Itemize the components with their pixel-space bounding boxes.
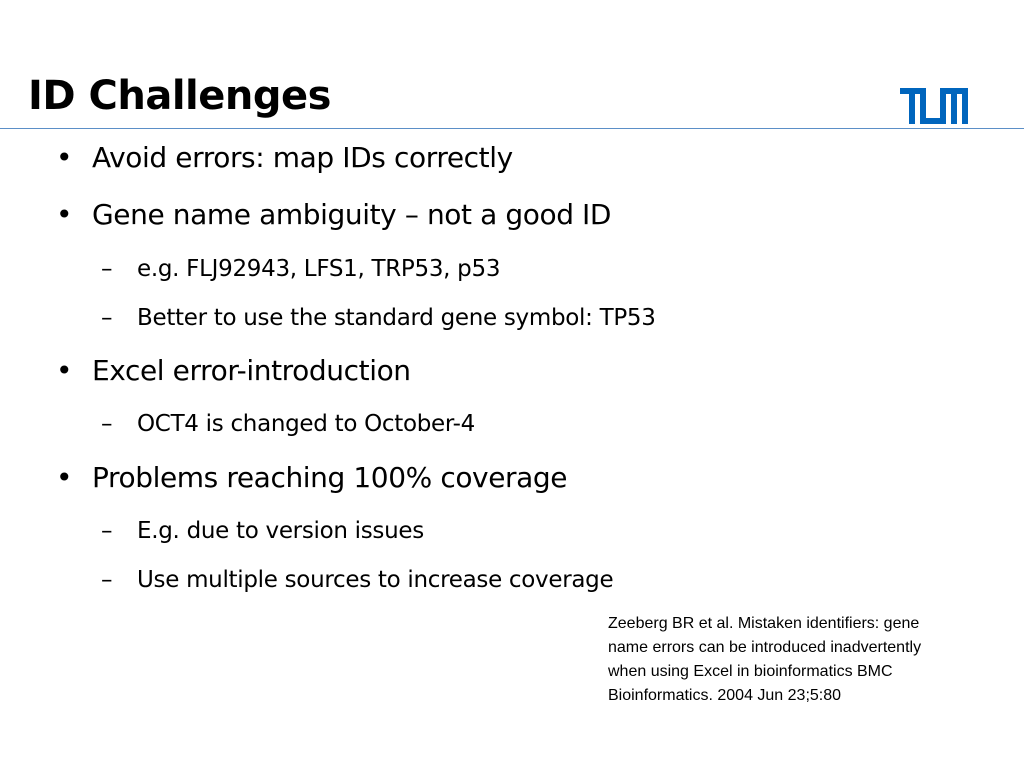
bullet-item — [56, 140, 513, 176]
bullet-marker: • — [56, 354, 73, 387]
sub-bullet-text: Better to use the standard gene symbol: TP53 — [137, 305, 656, 331]
bullet-text: Problems reaching 100% coverage — [92, 461, 568, 494]
sub-bullet-item — [101, 254, 501, 284]
sub-bullet-item — [101, 516, 424, 546]
sub-bullet-text: E.g. due to version issues — [137, 518, 424, 544]
bullet-item — [56, 353, 411, 389]
bullet-text: Excel error-introduction — [92, 354, 411, 387]
bullet-marker: • — [56, 198, 73, 231]
sub-bullet-item — [101, 409, 475, 439]
sub-bullet-text: Use multiple sources to increase coverage — [137, 567, 614, 593]
sub-bullet-marker: – — [101, 256, 113, 282]
bullet-text: Gene name ambiguity – not a good ID — [92, 198, 612, 231]
bullet-marker: • — [56, 461, 73, 494]
sub-bullet-text: e.g. FLJ92943, LFS1, TRP53, p53 — [137, 256, 501, 282]
citation-note — [608, 612, 1008, 708]
sub-bullet-marker: – — [101, 518, 113, 544]
sub-bullet-marker: – — [101, 305, 113, 331]
citation-line: Zeeberg BR et al. Mistaken identifiers: gene — [608, 615, 920, 632]
citation-line: name errors can be introduced inadvertently — [608, 639, 922, 656]
sub-bullet-text: OCT4 is changed to October-4 — [137, 411, 475, 437]
bullet-item — [56, 197, 612, 233]
sub-bullet-item — [101, 565, 614, 595]
bullet-item — [56, 460, 568, 496]
citation-line: Bioinformatics. 2004 Jun 23;5:80 — [608, 687, 842, 704]
slide-title: ID Challenges — [28, 73, 331, 119]
sub-bullet-marker: – — [101, 567, 113, 593]
sub-bullet-marker: – — [101, 411, 113, 437]
bullet-marker: • — [56, 141, 73, 174]
bullet-text: Avoid errors: map IDs correctly — [92, 141, 513, 174]
citation-line: when using Excel in bioinformatics BMC — [608, 663, 893, 680]
sub-bullet-item — [101, 303, 656, 333]
